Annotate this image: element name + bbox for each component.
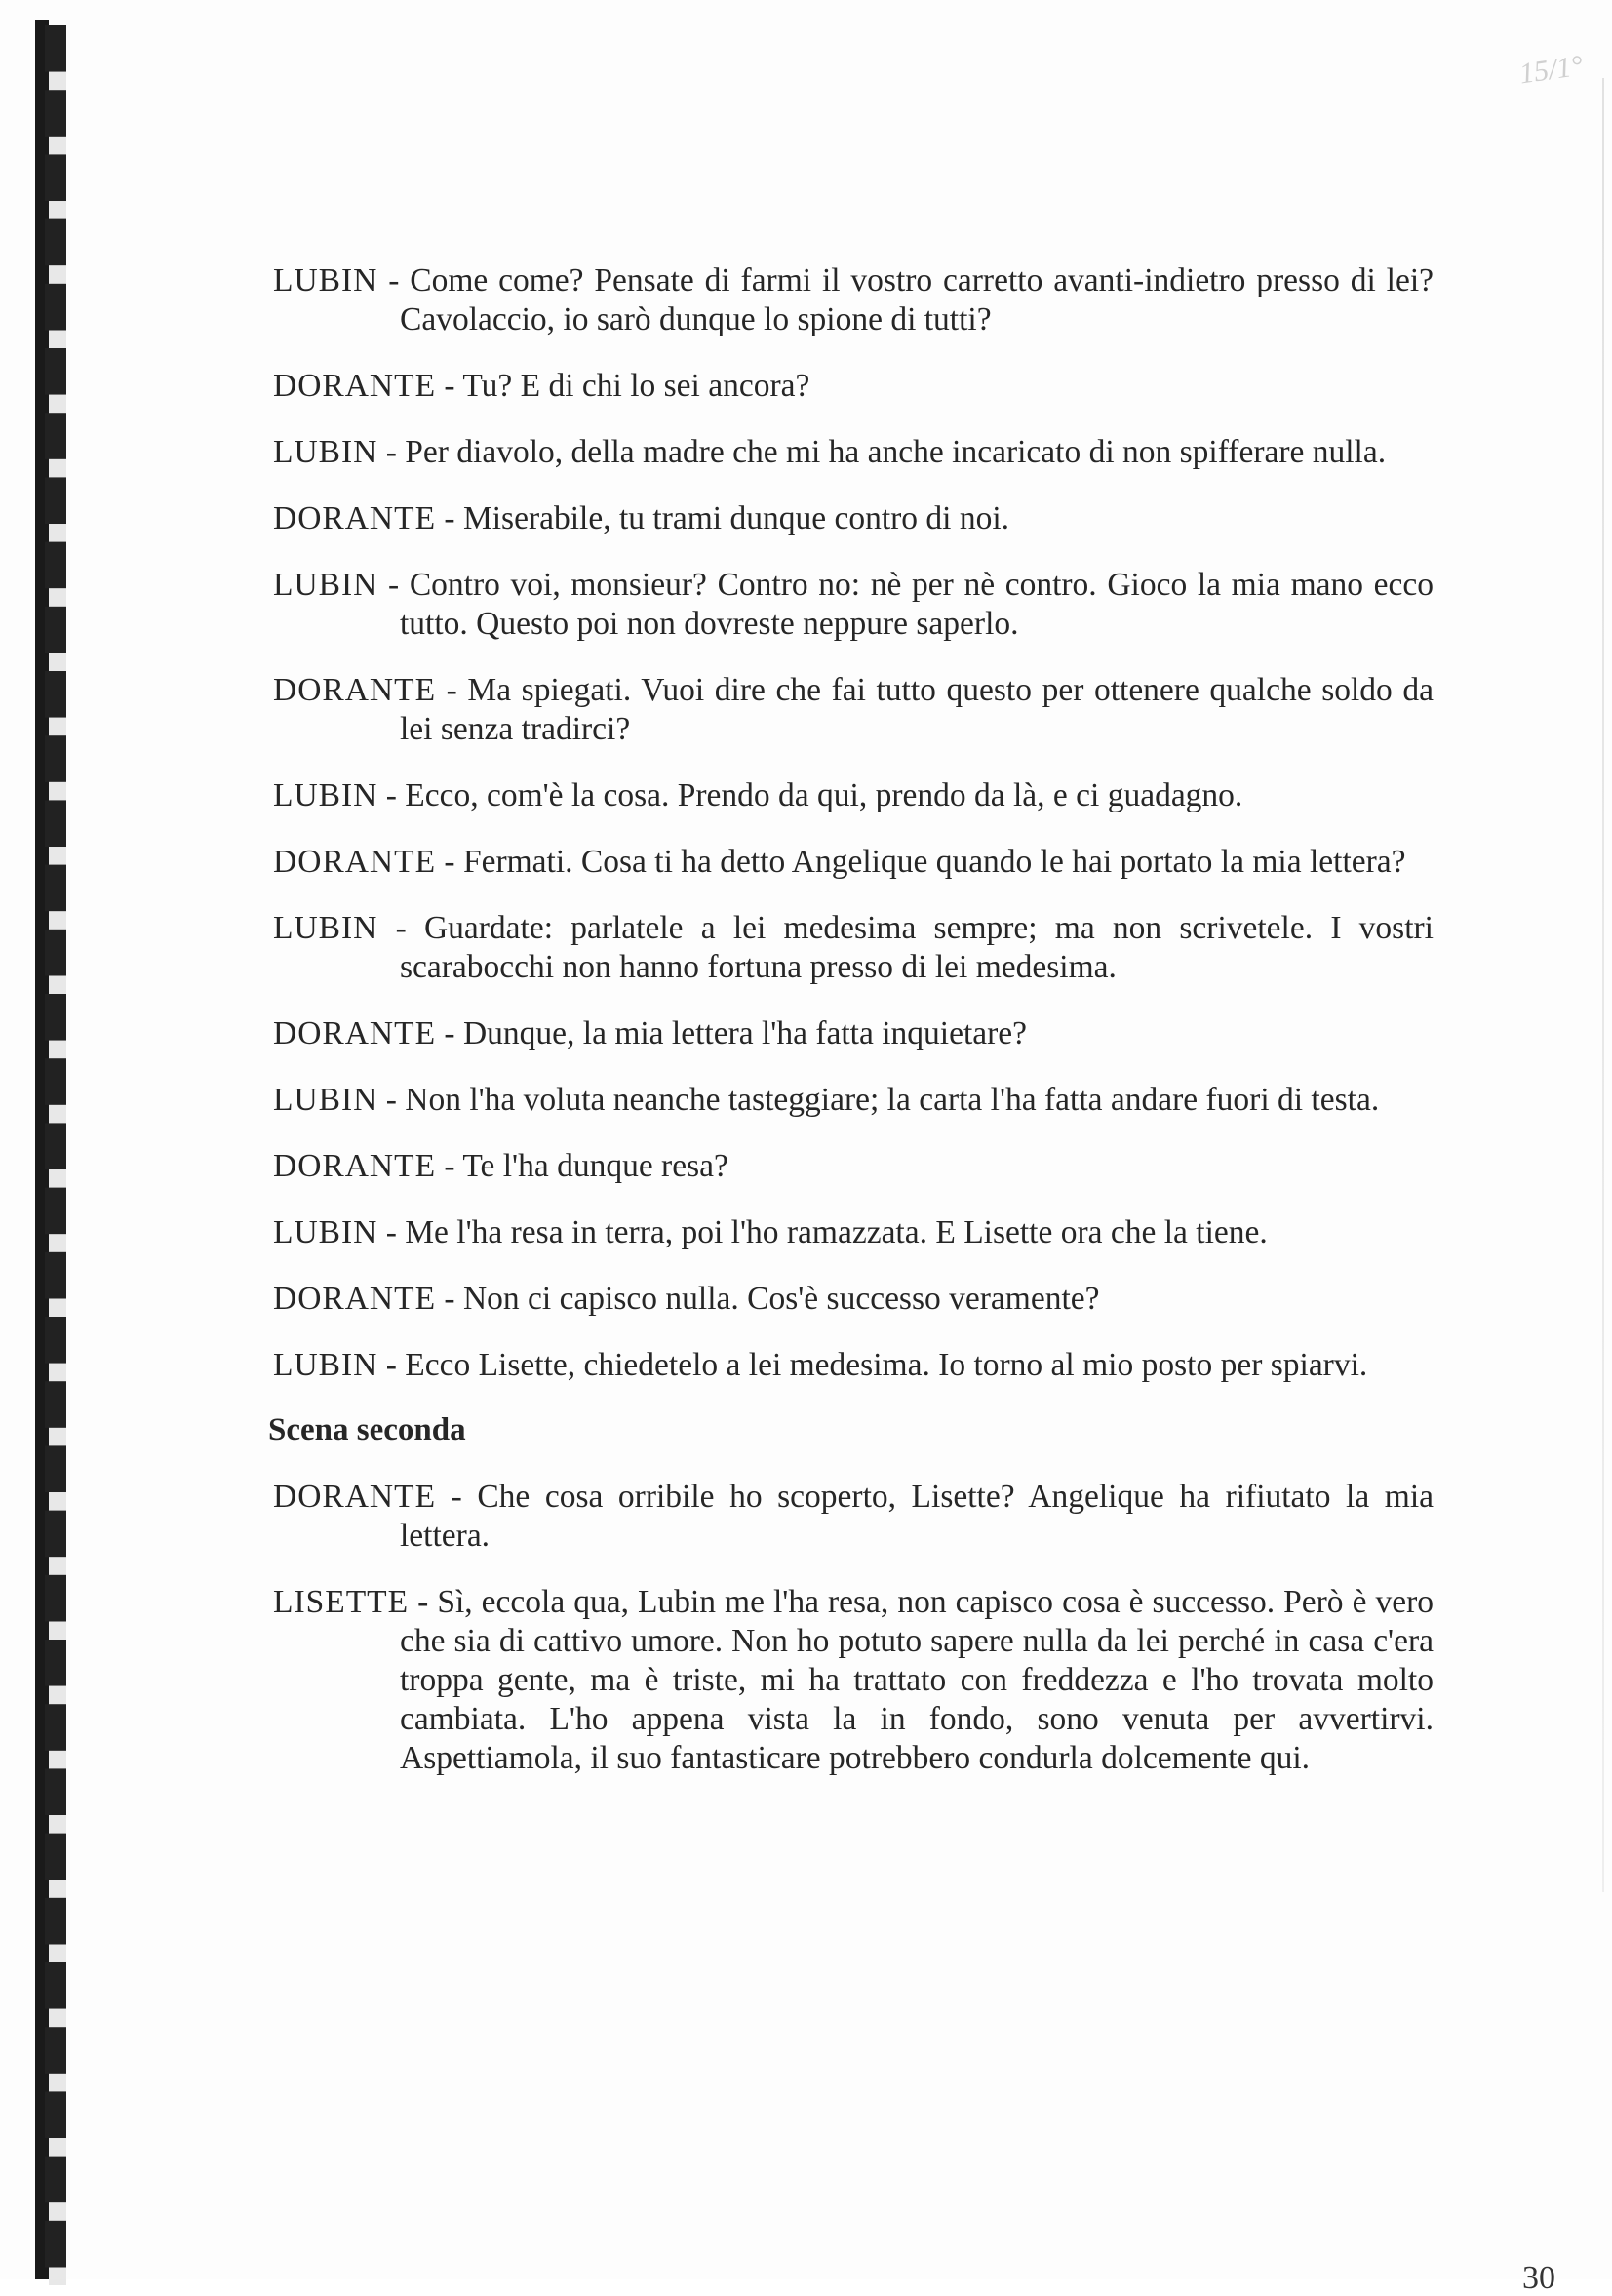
binding-gap <box>49 1815 66 1834</box>
binding-tooth <box>45 1768 66 1815</box>
dialogue-line <box>273 843 1434 882</box>
binding-gap <box>49 524 66 542</box>
speaker-separator: - <box>436 672 468 708</box>
dialogue-line <box>273 1147 1434 1186</box>
binding-gap <box>49 1169 66 1188</box>
speaker-separator: - <box>377 567 410 603</box>
speaker-separator: - <box>377 1347 406 1383</box>
binding-tooth <box>45 1252 66 1299</box>
speaker-name: LUBIN <box>273 910 378 946</box>
dialogue-line <box>273 1346 1434 1385</box>
binding-gap <box>49 1622 66 1641</box>
speaker-name: LUBIN <box>273 1082 378 1118</box>
binding-tooth <box>45 348 66 395</box>
dialogue-line <box>273 499 1434 538</box>
binding-tooth <box>45 2157 66 2203</box>
dialogue-line <box>273 1014 1434 1053</box>
binding-tooth <box>45 994 66 1041</box>
dialogue-text: Fermati. Cosa ti ha detto Angelique quando le hai portato la mia lettera? <box>462 844 1406 880</box>
binding-tooth <box>45 154 66 201</box>
binding-gap <box>49 847 66 865</box>
speaker-separator: - <box>436 500 463 536</box>
speaker-name: DORANTE <box>273 844 437 880</box>
binding-gap <box>49 2202 66 2221</box>
binding-tooth <box>45 2027 66 2074</box>
binding-gap <box>49 2074 66 2092</box>
speaker-separator: - <box>436 1281 463 1317</box>
dialogue-text: Non l'ha voluta neanche tasteggiare; la carta l'ha fatta andare fuori di testa. <box>405 1082 1380 1118</box>
binding-tooth <box>45 735 66 782</box>
binding-tooth <box>45 284 66 331</box>
binding-gap <box>49 265 66 284</box>
binding-gap <box>49 2009 66 2028</box>
binding-tooth <box>45 1640 66 1686</box>
binding-gap <box>49 1880 66 1898</box>
speaker-separator: - <box>377 910 424 946</box>
binding-gap <box>49 1557 66 1575</box>
binding-tooth <box>45 2221 66 2268</box>
dialogue-text: Te l'ha dunque resa? <box>462 1148 728 1184</box>
binding-tooth <box>45 1445 66 1492</box>
speaker-separator: - <box>377 434 406 470</box>
binding-gap <box>49 1299 66 1318</box>
speaker-name: LUBIN <box>273 1214 378 1250</box>
binding-tooth <box>45 671 66 718</box>
binding-gap <box>49 1041 66 1059</box>
dialogue-line <box>273 1583 1434 1778</box>
comb-binding-graphic <box>35 20 84 2279</box>
binding-gap <box>49 2138 66 2157</box>
binding-gap <box>49 2268 66 2286</box>
binding-gap <box>49 1945 66 1963</box>
dialogue-line <box>273 1280 1434 1319</box>
binding-gap <box>49 1686 66 1705</box>
speaker-separator: - <box>436 1015 463 1051</box>
dialogue-text: Me l'ha resa in terra, poi l'ho ramazzata. E Lisette ora che la tiene. <box>405 1214 1268 1250</box>
dialogue-line <box>273 433 1434 472</box>
speaker-name: DORANTE <box>273 672 437 708</box>
dialogue-text: Guardate: parlatele a lei medesima sempre; ma non scrivetele. I vostri scarabocchi non hanno fortuna presso di lei medesima. <box>400 910 1434 985</box>
speaker-separator: - <box>436 368 463 404</box>
binding-tooth <box>45 1834 66 1880</box>
binding-tooth <box>45 930 66 976</box>
speaker-name: DORANTE <box>273 1281 437 1317</box>
dialogue-text: Ma spiegati. Vuoi dire che fai tutto questo per ottenere qualche soldo da lei senza tradirci? <box>400 672 1434 747</box>
dialogue-line <box>273 261 1434 339</box>
binding-gap <box>49 459 66 478</box>
binding-tooth <box>45 1123 66 1169</box>
page-edge-shadow <box>1602 78 1604 1892</box>
binding-tooth <box>45 1962 66 2009</box>
dialogue-text: Ecco Lisette, chiedetelo a lei medesima. Io torno al mio posto per spiarvi. <box>405 1347 1368 1383</box>
binding-tooth <box>45 1575 66 1622</box>
dialogue-text: Sì, eccola qua, Lubin me l'ha resa, non capisco cosa è successo. Però è vero che sia di cattivo umore. Non ho potuto sapere nulla da lei perché in casa c'era troppa gente, ma è triste, mi ha trattato con freddezza e l'ho trovata molto cambiata. L'ho appena vista la in fondo, sono venuta per avvertirvi. Aspettiamola, il suo fantasticare potrebbero condurla dolcemente qui. <box>400 1584 1435 1776</box>
binding-tooth <box>45 90 66 137</box>
binding-tooth <box>45 477 66 524</box>
binding-gap <box>49 72 66 91</box>
dialogue-line <box>273 671 1434 749</box>
dialogue-text: Per diavolo, della madre che mi ha anche incaricato di non spifferare nulla. <box>405 434 1387 470</box>
binding-gap <box>49 137 66 155</box>
speaker-name: DORANTE <box>273 1148 437 1184</box>
speaker-name: LUBIN <box>273 777 378 813</box>
dialogue-text: Non ci capisco nulla. Cos'è successo veramente? <box>462 1281 1100 1317</box>
speaker-name: DORANTE <box>273 368 437 404</box>
speaker-separator: - <box>409 1584 438 1620</box>
binding-gap <box>49 1234 66 1252</box>
dialogue-line <box>273 1478 1434 1556</box>
binding-tooth <box>45 2091 66 2138</box>
binding-gap <box>49 976 66 995</box>
binding-gap <box>49 395 66 414</box>
speaker-name: DORANTE <box>273 1015 437 1051</box>
binding-tooth <box>45 1058 66 1105</box>
dialogue-line <box>273 909 1434 987</box>
dialogue-text: Miserabile, tu trami dunque contro di noi. <box>462 500 1010 536</box>
binding-tooth <box>45 865 66 912</box>
binding-tooth <box>45 219 66 266</box>
dialogue-text: Come come? Pensate di farmi il vostro carretto avanti-indietro presso di lei? Cavolaccio, io sarò dunque lo spione di tutti? <box>400 262 1434 337</box>
binding-tooth <box>45 25 66 72</box>
speaker-separator: - <box>377 1214 406 1250</box>
speaker-name: LUBIN <box>273 262 378 298</box>
speaker-name: LUBIN <box>273 567 378 603</box>
dialogue-text: Che cosa orribile ho scoperto, Lisette? Angelique ha rifiutato la mia lettera. <box>400 1479 1435 1554</box>
binding-tooth <box>45 1511 66 1558</box>
binding-gap <box>49 1364 66 1382</box>
binding-tooth <box>45 800 66 847</box>
page-number: 30 <box>1522 2260 1555 2296</box>
binding-tooth <box>45 542 66 589</box>
speaker-separator: - <box>377 1082 406 1118</box>
binding-gap <box>49 1105 66 1124</box>
binding-gap <box>49 911 66 930</box>
speaker-separator: - <box>436 1148 463 1184</box>
dialogue-text: Tu? E di chi lo sei ancora? <box>462 368 810 404</box>
binding-tooth <box>45 1317 66 1364</box>
speaker-name: LUBIN <box>273 1347 378 1383</box>
dialogue-line <box>273 367 1434 406</box>
speaker-name: LUBIN <box>273 434 378 470</box>
corner-annotation: 15/1° <box>1516 49 1585 91</box>
binding-gap <box>49 331 66 349</box>
dialogue-text: Contro voi, monsieur? Contro no: nè per nè contro. Gioco la mia mano ecco tutto. Questo poi non dovreste neppure saperlo. <box>400 567 1434 642</box>
binding-tooth <box>45 1381 66 1428</box>
binding-tooth <box>45 1704 66 1751</box>
speaker-separator: - <box>377 262 411 298</box>
binding-gap <box>49 1428 66 1446</box>
binding-gap <box>49 1492 66 1511</box>
dialogue-list <box>273 261 1434 1385</box>
binding-gap <box>49 588 66 607</box>
speaker-separator: - <box>436 844 463 880</box>
binding-tooth <box>45 607 66 653</box>
speaker-name: DORANTE <box>273 1479 437 1515</box>
binding-gap <box>49 718 66 736</box>
binding-gap <box>49 653 66 672</box>
dialogue-line <box>273 776 1434 815</box>
binding-tooth <box>45 413 66 459</box>
comb-binding <box>35 20 84 2279</box>
dialogue-line <box>273 1081 1434 1120</box>
scene2-dialogue-list <box>273 1478 1434 1778</box>
speaker-name: LISETTE <box>273 1584 410 1620</box>
dialogue-text: Dunque, la mia lettera l'ha fatta inquietare? <box>462 1015 1028 1051</box>
binding-gap <box>49 201 66 219</box>
scene-title: Scena seconda <box>268 1412 466 1447</box>
speaker-separator: - <box>377 777 406 813</box>
dialogue-line <box>273 566 1434 644</box>
binding-tooth <box>45 1188 66 1235</box>
dialogue-text: Ecco, com'è la cosa. Prendo da qui, prendo da là, e ci guadagno. <box>405 777 1243 813</box>
speaker-separator: - <box>436 1479 478 1515</box>
dialogue-line <box>273 1213 1434 1252</box>
binding-gap <box>49 1751 66 1769</box>
binding-tooth <box>45 1898 66 1945</box>
binding-gap <box>49 782 66 801</box>
script-body <box>268 261 1435 1805</box>
speaker-name: DORANTE <box>273 500 437 536</box>
